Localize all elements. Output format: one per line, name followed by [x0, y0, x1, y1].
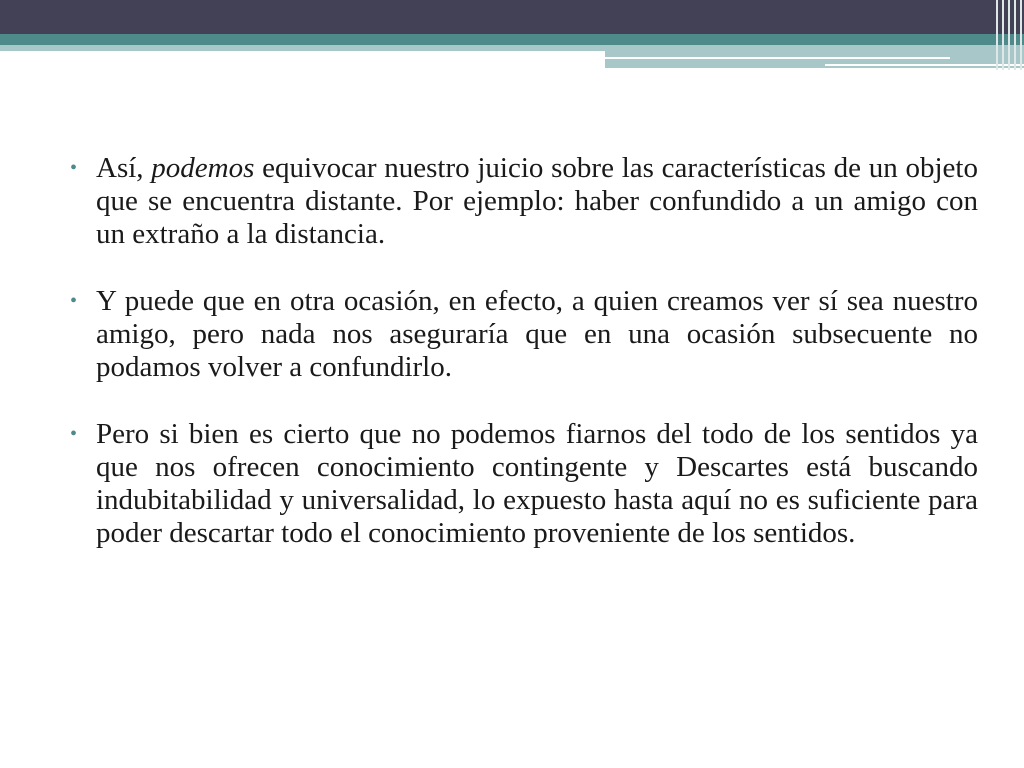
bullet-item — [70, 418, 978, 550]
slide-header-band — [0, 0, 1024, 70]
header-dark-stripe — [0, 0, 1024, 34]
header-step-line — [605, 57, 950, 59]
corner-stripe — [1020, 0, 1022, 70]
bullet-text-segment: equivocar nuestro juicio sobre las características de un objeto que se encuentra distante. Por ejemplo: haber confundido a un amigo con un extraño a la distancia. — [96, 152, 978, 250]
header-corner-stripes — [992, 0, 1024, 70]
corner-stripe — [1008, 0, 1010, 70]
corner-stripe — [1002, 0, 1004, 70]
bullet-text-segment: Así, — [96, 152, 152, 184]
slide-body — [70, 152, 978, 584]
bullet-item — [70, 285, 978, 384]
bullet-dot-icon: • — [70, 290, 78, 312]
corner-stripe — [996, 0, 998, 70]
bullet-dot-icon: • — [70, 157, 78, 179]
bullet-item — [70, 152, 978, 251]
bullet-text-segment-italic: podemos — [151, 152, 255, 184]
corner-stripe — [1014, 0, 1016, 70]
bullet-text-segment: Pero si bien es cierto que no podemos fiarnos del todo de los sentidos ya que nos ofrecen conocimiento contingente y Descartes está buscando indubitabilidad y universalidad, lo expuesto hasta aquí no es suficiente para poder descartar todo el conocimiento proveniente de los sentidos. — [96, 418, 978, 549]
header-teal-stripe — [0, 34, 1024, 45]
bullet-dot-icon: • — [70, 423, 78, 445]
bullet-text-segment: Y puede que en otra ocasión, en efecto, a quien creamos ver sí sea nuestro amigo, pero nada nos aseguraría que en una ocasión subsecuente no podamos volver a confundirlo. — [96, 285, 978, 383]
